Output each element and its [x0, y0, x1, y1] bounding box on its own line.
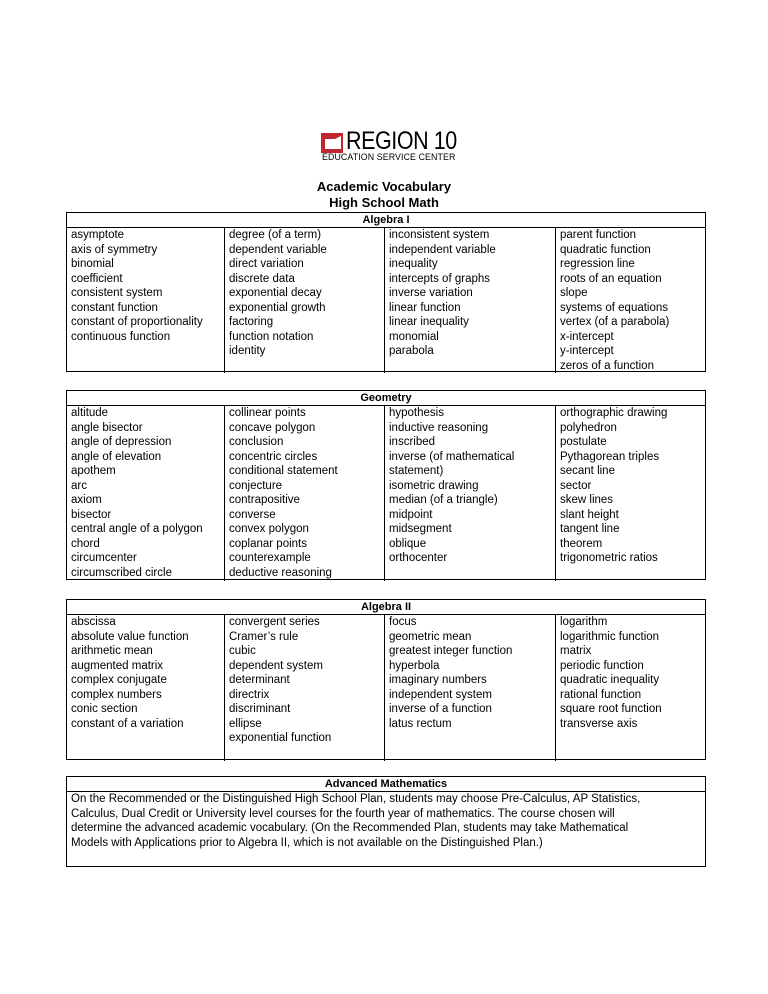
vocab-term: parent function [560, 229, 637, 241]
vocab-term: Pythagorean triples [560, 450, 660, 463]
vocab-term: discrete data [229, 272, 295, 285]
vocab-term: median (of a triangle) [389, 494, 498, 506]
vocab-term: independent system [389, 688, 492, 701]
vocab-term: imaginary numbers [389, 674, 487, 686]
vocab-term: independent variable [389, 243, 496, 256]
vocab-term: dependent system [229, 659, 323, 672]
vocab-term: circumscribed circle [71, 566, 172, 579]
vocab-term: transverse axis [560, 717, 638, 730]
vocab-term: angle of elevation [71, 450, 162, 463]
vocab-column [67, 228, 224, 373]
vocab-term: orthographic drawing [560, 407, 668, 419]
vocab-term: directrix [229, 688, 270, 701]
section-heading: Advanced Mathematics [67, 777, 705, 792]
vocab-term: polyhedron [560, 421, 617, 434]
logo-name: REGION 10 [346, 127, 457, 155]
vocab-term: chord [71, 537, 100, 550]
vocab-term: conjecture [229, 479, 283, 492]
vocab-term: monomial [389, 330, 439, 343]
document-subtitle: High School Math [329, 195, 439, 210]
vocab-term: asymptote [71, 229, 125, 241]
vocab-term: postulate [560, 436, 607, 448]
vocab-term: hyperbola [389, 659, 440, 672]
vocab-term: secant line [560, 465, 615, 477]
region10-logo-mark-icon [321, 133, 343, 153]
vocab-term: y-intercept [560, 345, 614, 357]
vocab-column [67, 406, 224, 581]
vocab-term: coplanar points [229, 537, 307, 550]
vocab-term: identity [229, 345, 266, 357]
vocab-term: inequality [389, 258, 438, 270]
section-heading: Geometry [67, 391, 705, 406]
paragraph-line: Calculus, Dual Credit or University level courses for the fourth year of mathematics. The course chosen will [71, 807, 615, 820]
vocab-columns [67, 615, 705, 761]
paragraph-line: Models with Applications prior to Algebra II, which is not available on the Distinguished Plan.) [71, 836, 543, 849]
vocab-term: consistent system [71, 287, 163, 299]
vocab-term: direct variation [229, 258, 304, 270]
vocab-term: complex numbers [71, 688, 162, 701]
vocab-term: conclusion [229, 436, 284, 448]
vocab-term: deductive reasoning [229, 566, 332, 579]
vocab-term: linear function [389, 301, 461, 314]
vocab-term: altitude [71, 407, 109, 419]
vocab-term: matrix [560, 645, 592, 657]
geometry-table [66, 390, 706, 580]
vocab-term: theorem [560, 537, 603, 550]
vocab-term: augmented matrix [71, 659, 164, 672]
vocab-term: trigonometric ratios [560, 552, 658, 564]
vocab-term: coefficient [71, 272, 123, 285]
vocab-term: binomial [71, 258, 114, 270]
vocab-column [67, 615, 224, 761]
vocab-term: tangent line [560, 523, 620, 535]
vocab-term: arc [71, 479, 87, 492]
advanced-mathematics-box [66, 776, 706, 867]
vocab-term: abscissa [71, 616, 116, 628]
vocab-term: dependent variable [229, 243, 327, 256]
vocab-term: exponential decay [229, 287, 322, 299]
vocab-term: constant of a variation [71, 717, 184, 730]
vocab-term: systems of equations [560, 301, 669, 314]
vocab-term: Cramer’s rule [229, 630, 299, 643]
vocab-term: angle bisector [71, 421, 143, 434]
vocab-term: inconsistent system [389, 229, 490, 241]
vocab-term: skew lines [560, 494, 614, 506]
vocab-term: constant of proportionality [71, 316, 203, 328]
vocab-term: factoring [229, 316, 274, 328]
vocab-term: periodic function [560, 659, 644, 672]
vocab-term: logarithmic function [560, 630, 660, 643]
vocab-term: focus [389, 616, 417, 628]
vocab-term: quadratic function [560, 243, 651, 256]
vocab-term: linear inequality [389, 316, 469, 328]
vocab-term: concave polygon [229, 421, 316, 434]
vocab-term: discriminant [229, 703, 291, 715]
vocab-term: square root function [560, 703, 662, 715]
vocab-term: midpoint [389, 508, 433, 521]
vocab-term: exponential growth [229, 301, 326, 314]
vocab-term: convergent series [229, 616, 320, 628]
vocab-term: x-intercept [560, 330, 614, 343]
algebra-i-table [66, 212, 706, 372]
vocab-column [384, 615, 555, 761]
logo-subtitle: EDUCATION SERVICE CENTER [322, 152, 456, 163]
vocab-column [384, 228, 555, 373]
vocab-term: zeros of a function [560, 359, 654, 372]
vocab-term: rational function [560, 688, 642, 701]
vocab-term: determinant [229, 674, 290, 686]
vocab-term: counterexample [229, 552, 311, 564]
vocab-term: angle of depression [71, 436, 172, 448]
vocab-term: continuous function [71, 330, 171, 343]
vocab-term: regression line [560, 258, 635, 270]
vocab-term: quadratic inequality [560, 674, 660, 686]
vocab-term: central angle of a polygon [71, 523, 203, 535]
vocab-term: inverse (of mathematical [389, 450, 515, 463]
vocab-columns [67, 406, 705, 581]
vocab-term: axis of symmetry [71, 243, 158, 256]
vocab-term: geometric mean [389, 630, 472, 643]
vocab-term: degree (of a term) [229, 229, 322, 241]
vocab-term: statement) [389, 465, 444, 477]
vocab-term: conditional statement [229, 465, 338, 477]
vocab-term: orthocenter [389, 552, 448, 564]
paragraph-line: On the Recommended or the Distinguished High School Plan, students may choose Pre-Calculus, AP Statistics, [71, 793, 641, 805]
vocab-term: isometric drawing [389, 479, 479, 492]
vocab-column [224, 406, 384, 581]
vocab-column [224, 615, 384, 761]
vocab-term: conic section [71, 703, 138, 715]
vocab-term: absolute value function [71, 630, 189, 643]
paragraph-line: determine the advanced academic vocabulary. (On the Recommended Plan, students may take Mathematical [71, 822, 629, 834]
vocab-column [384, 406, 555, 581]
vocab-column [224, 228, 384, 373]
vocab-term: concentric circles [229, 450, 318, 463]
vocab-term: cubic [229, 645, 256, 657]
vocab-term: latus rectum [389, 717, 452, 730]
region10-logo [321, 127, 457, 163]
document-title: Academic Vocabulary [316, 179, 452, 194]
vocab-term: inverse of a function [389, 703, 492, 715]
vocab-term: complex conjugate [71, 674, 167, 686]
advanced-mathematics-text [67, 792, 705, 850]
vocab-term: apothem [71, 465, 116, 477]
vocab-term: sector [560, 479, 592, 492]
vocab-term: midsegment [389, 523, 452, 535]
vocab-term: collinear points [229, 407, 306, 419]
vocab-column [555, 228, 705, 373]
vocab-term: hypothesis [389, 407, 444, 419]
vocab-term: axiom [71, 494, 102, 506]
vocab-term: convex polygon [229, 523, 309, 535]
vocab-term: roots of an equation [560, 272, 662, 285]
vocab-column [555, 406, 705, 581]
vocab-term: vertex (of a parabola) [560, 316, 670, 328]
vocab-term: contrapositive [229, 494, 300, 506]
vocab-term: inverse variation [389, 287, 473, 299]
vocab-term: inductive reasoning [389, 421, 489, 434]
vocab-term: bisector [71, 508, 112, 521]
section-heading: Algebra II [67, 600, 705, 615]
vocab-term: slope [560, 287, 588, 299]
vocab-term: ellipse [229, 717, 262, 730]
vocab-term: converse [229, 508, 276, 521]
vocab-term: circumcenter [71, 552, 137, 564]
vocab-columns [67, 228, 705, 373]
vocab-term: exponential function [229, 732, 332, 744]
vocab-term: slant height [560, 508, 619, 521]
algebra-ii-table [66, 599, 706, 760]
vocab-term: inscribed [389, 436, 436, 448]
vocab-term: parabola [389, 345, 434, 357]
vocab-term: constant function [71, 301, 158, 314]
vocab-term: oblique [389, 537, 427, 550]
vocab-term: greatest integer function [389, 645, 513, 657]
vocab-term: function notation [229, 330, 314, 343]
vocab-term: logarithm [560, 616, 608, 628]
section-heading: Algebra I [67, 213, 705, 228]
vocab-term: arithmetic mean [71, 645, 153, 657]
vocab-column [555, 615, 705, 761]
vocab-term: intercepts of graphs [389, 272, 491, 285]
